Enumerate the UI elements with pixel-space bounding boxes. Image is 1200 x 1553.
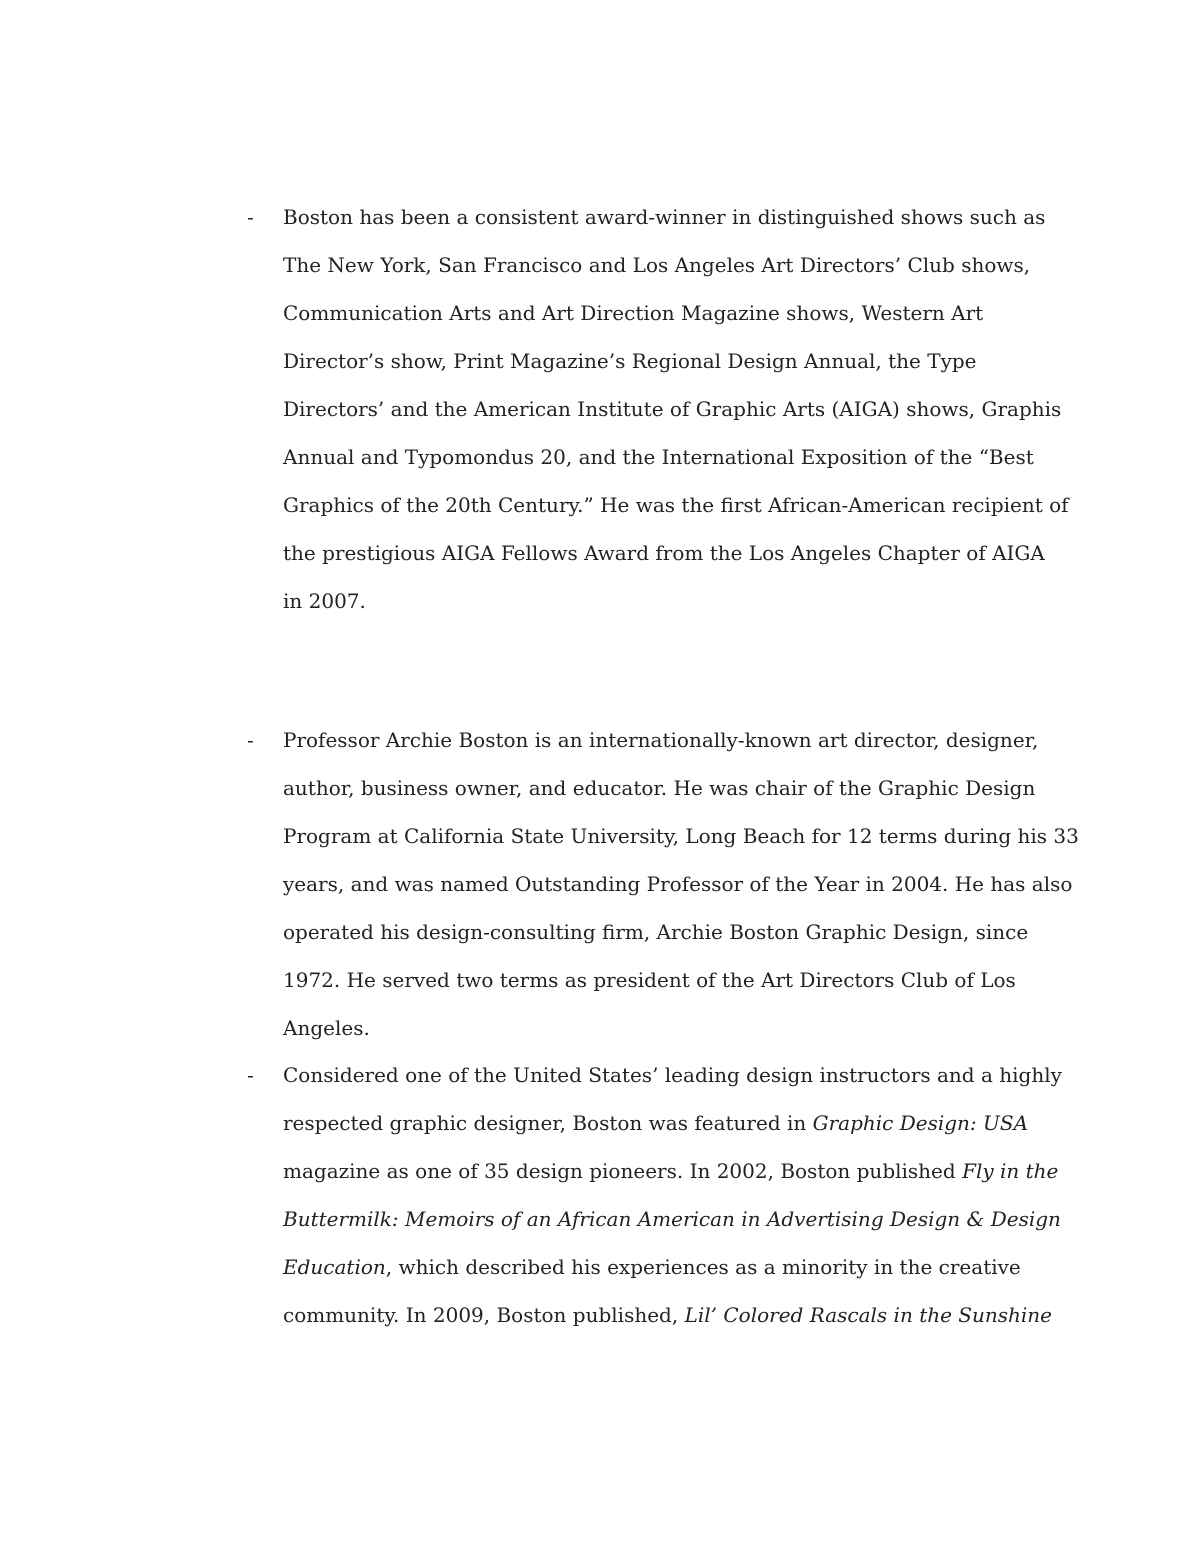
paragraph-line: Professor Archie Boston is an internationally-known art director, designer, (283, 728, 1039, 752)
paragraph-line (283, 1111, 1083, 1135)
text-run: community. In 2009, Boston published, (283, 1303, 685, 1327)
paragraph-line: Graphics of the 20th Century.” He was the first African-American recipient of (283, 493, 1069, 517)
paragraph-line (283, 1159, 1083, 1183)
paragraph-line (283, 1207, 1083, 1231)
text-run: , which described his experiences as a minority in the creative (385, 1255, 1021, 1279)
paragraph-line: Directors’ and the American Institute of Graphic Arts (AIGA) shows, Graphis (283, 397, 1062, 421)
paragraph-line: in 2007. (283, 589, 366, 613)
paragraph-line: years, and was named Outstanding Professor of the Year in 2004. He has also (283, 872, 1073, 896)
italic-title: Graphic Design: USA (812, 1111, 1029, 1135)
paragraph-line: Communication Arts and Art Direction Magazine shows, Western Art (283, 301, 984, 325)
paragraph-line: author, business owner, and educator. He was chair of the Graphic Design (283, 776, 1036, 800)
text-run: respected graphic designer, Boston was featured in (283, 1111, 813, 1135)
bullet-dash: - (247, 205, 254, 229)
paragraph-line (283, 1063, 1083, 1087)
paragraph-line: 1972. He served two terms as president of the Art Directors Club of Los (283, 968, 1016, 992)
paragraph-line (283, 1303, 1083, 1327)
italic-title: Lil’ Colored Rascals in the Sunshine (684, 1303, 1053, 1327)
italic-title: Buttermilk: Memoirs of an African American in Advertising Design & Design (283, 1207, 1061, 1231)
paragraph-line (283, 1255, 1083, 1279)
text-run: magazine as one of 35 design pioneers. In 2002, Boston published (283, 1159, 963, 1183)
text-run: Considered one of the United States’ leading design instructors and a highly (283, 1063, 1062, 1087)
paragraph-line: Program at California State University, Long Beach for 12 terms during his 33 (283, 824, 1079, 848)
paragraph-line: Annual and Typomondus 20, and the International Exposition of the “Best (283, 445, 1034, 469)
bullet-dash: - (247, 728, 254, 752)
paragraph-line: Angeles. (283, 1016, 370, 1040)
paragraph-line: Director’s show, Print Magazine’s Regional Design Annual, the Type (283, 349, 977, 373)
paragraph-line: Boston has been a consistent award-winner in distinguished shows such as (283, 205, 1046, 229)
paragraph-line: the prestigious AIGA Fellows Award from the Los Angeles Chapter of AIGA (283, 541, 1045, 565)
italic-title: Fly in the (962, 1159, 1059, 1183)
italic-title: Education (283, 1255, 386, 1279)
bullet-dash: - (247, 1063, 254, 1087)
paragraph-line: The New York, San Francisco and Los Angeles Art Directors’ Club shows, (283, 253, 1031, 277)
paragraph-line: operated his design-consulting firm, Archie Boston Graphic Design, since (283, 920, 1029, 944)
